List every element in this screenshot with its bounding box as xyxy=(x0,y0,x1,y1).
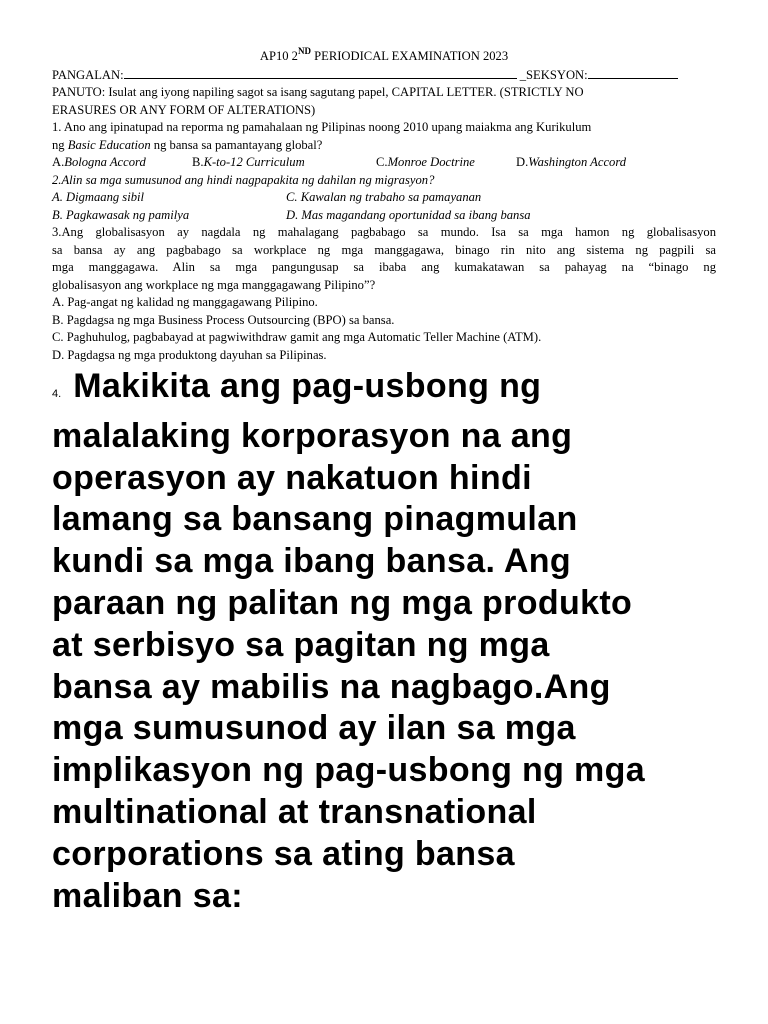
q2-options-row-1 xyxy=(52,189,716,207)
q4-line-2: malalaking korporasyon na ang xyxy=(52,416,573,455)
name-blank[interactable] xyxy=(124,66,517,79)
q3-option-a: A. Pag-angat ng kalidad ng manggagawang Pilipino. xyxy=(52,295,318,309)
q1-option-c: C.Monroe Doctrine xyxy=(376,155,475,169)
q1-option-d: D.Washington Accord xyxy=(516,155,627,169)
q4-line-11: multinational at transnational xyxy=(52,792,537,831)
section-label: _SEKSYON: xyxy=(516,67,588,82)
q2-option-a: A. Digmaang sibil xyxy=(52,190,145,204)
q4-line-7: at serbisyo sa pagitan ng mga xyxy=(52,625,550,664)
q4-line-5: kundi sa mga ibang bansa. Ang xyxy=(52,542,571,581)
q1-option-a: A.Bologna Accord xyxy=(52,155,146,169)
q2-options-row-2 xyxy=(52,207,716,225)
q4-line-13: maliban sa: xyxy=(52,876,243,915)
q3-stem-line-2: sa bansa ay ang pagbabago sa workplace ng mga manggagawa, binago rin nito ang sistema ng pagpili sa xyxy=(52,242,716,257)
name-section-row xyxy=(52,66,716,85)
q1-options xyxy=(52,154,716,172)
q4-line-10: implikasyon ng pag-usbong ng mga xyxy=(52,751,646,790)
q4-line-1: 4. Makikita ang pag-usbong ng xyxy=(52,367,542,405)
q3-option-c: C. Paghuhulog, pagbabayad at pagwiwithdraw gamit ang mga Automatic Teller Machine (ATM). xyxy=(52,330,542,344)
q4-line-3: operasyon ay nakatuon hindi xyxy=(52,458,532,497)
instructions-line-1: PANUTO: Isulat ang iyong napiling sagot sa isang sagutang papel, CAPITAL LETTER. (STRICTLY NO xyxy=(52,85,584,99)
q2-option-b: B. Pagkawasak ng pamilya xyxy=(52,207,190,222)
q4-line-9: mga sumusunod ay ilan sa mga xyxy=(52,709,576,748)
q4-line-4: lamang sa bansang pinagmulan xyxy=(52,500,578,539)
q4-line-12: corporations sa ating bansa xyxy=(52,834,515,873)
q1-stem-line-1: 1. Ano ang ipinatupad na reporma ng pamahalaan ng Pilipinas noong 2010 upang maiakma ang Kurikulum xyxy=(52,120,592,134)
q3-stem-line-4: globalisasyon ang workplace ng mga manggagawang Pilipino”? xyxy=(52,277,376,292)
q3-option-d: D. Pagdagsa ng mga produktong dayuhan sa Pilipinas. xyxy=(52,347,327,362)
exam-title: AP10 2ND PERIODICAL EXAMINATION 2023 xyxy=(259,45,509,63)
q4-line-6: paraan ng palitan ng mga produkto xyxy=(52,583,633,622)
name-label: PANGALAN: xyxy=(52,67,124,82)
q4-question xyxy=(52,366,742,917)
q4-line-8: bansa ay mabilis na nagbago.Ang xyxy=(52,667,611,706)
q3-stem-line-1: 3.Ang globalisasyon ay nagdala ng mahalagang pagbabago sa mundo. Isa sa mga hamon ng globalisasyon xyxy=(52,225,716,239)
section-blank[interactable] xyxy=(588,66,678,79)
q2-option-c: C. Kawalan ng trabaho sa pamayanan xyxy=(286,190,482,204)
q1-option-b: B.K-to-12 Curriculum xyxy=(192,155,305,169)
instructions-line-2: ERASURES OR ANY FORM OF ALTERATIONS) xyxy=(52,102,316,117)
q3-stem-line-3: mga manggagawa. Alin sa mga pangungusap sa ibaba ang kumakatawan sa pahayag na “binago ng xyxy=(52,260,716,274)
q4-number: 4. xyxy=(52,388,62,400)
q1-stem-line-2: ng Basic Education ng bansa sa pamantayang global? xyxy=(52,137,323,152)
exam-sheet xyxy=(52,45,716,364)
q3-option-b: B. Pagdagsa ng mga Business Process Outsourcing (BPO) sa bansa. xyxy=(52,312,395,327)
q2-option-d: D. Mas magandang oportunidad sa ibang bansa xyxy=(286,207,531,222)
q2-stem: 2.Alin sa mga sumusunod ang hindi nagpapakita ng dahilan ng migrasyon? xyxy=(52,172,435,187)
